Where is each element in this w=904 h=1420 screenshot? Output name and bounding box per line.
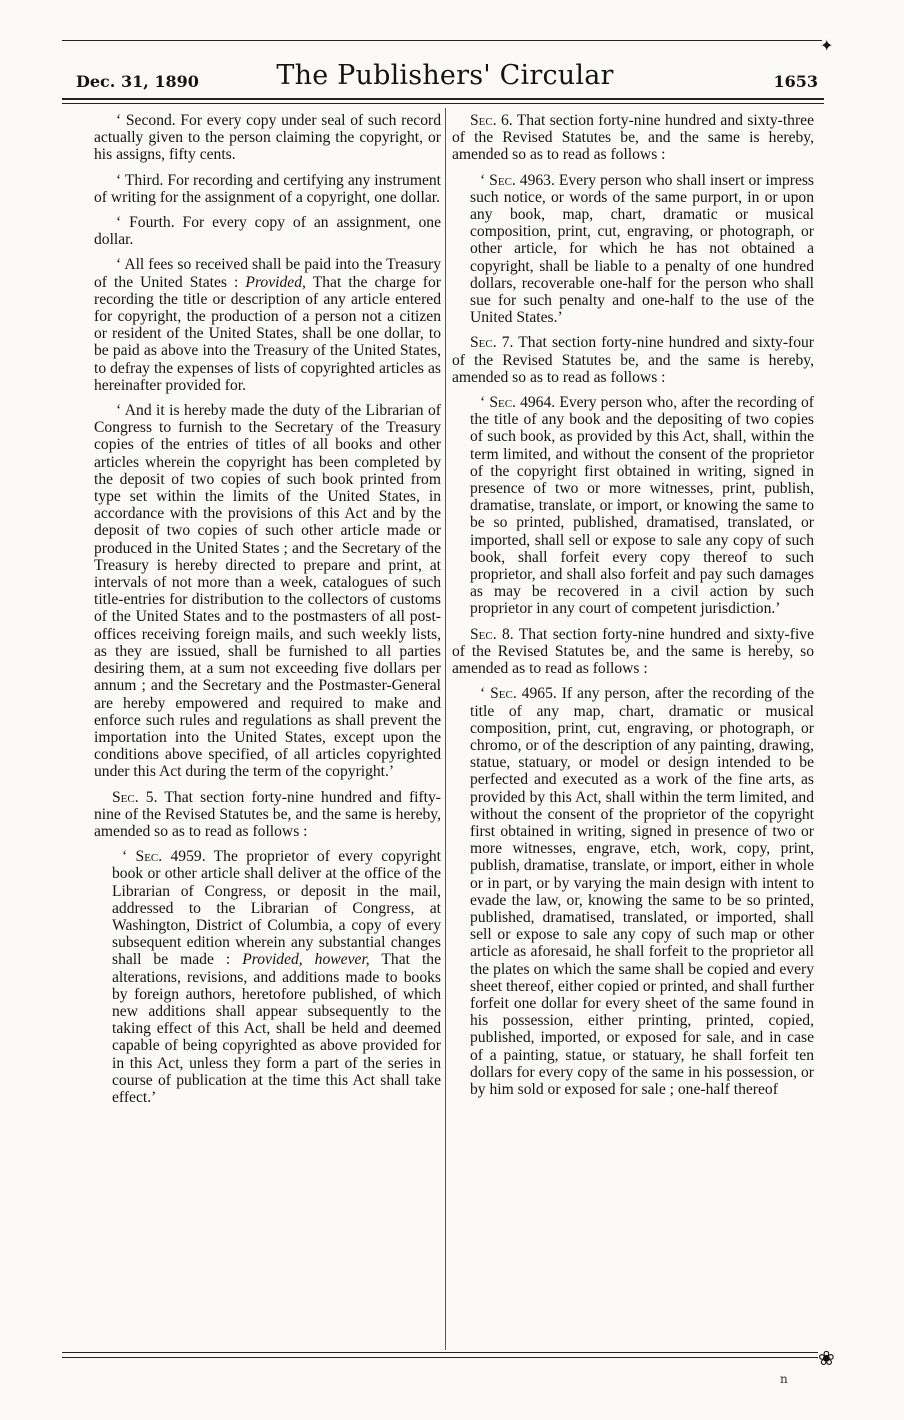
section-4959-text-b: That the alterations, revisions, and additions made to books by foreign authors, heretofore published, of which new additions shall appear subsequently to the taking effect of this Act, shall be held and deemed capable of being copyrighted as above provided for in this Act, unless they form a part of the series in course of publication at the time this Act shall take effect.’ — [112, 951, 442, 1106]
section-4963-label: ‘ Sec. 4963. — [480, 171, 555, 189]
section-4963-text: Every person who shall insert or impress such notice, or words of the same purport, in or upon any book, map, chart, dramatic or musical composition, print, cut, engraving, or photograph, or other article, for which he has not obtained a copyright, shall be liable to a penalty of one hundred dollars, recoverable one-half for the person who shall sue for such penalty and one-half to the use of the United States.’ — [470, 171, 814, 327]
paragraph-fourth: ‘ Fourth. For every copy of an assignment, one dollar. — [94, 214, 441, 249]
right-column — [452, 112, 814, 1106]
footer-mark: n — [780, 1372, 788, 1386]
page-header — [72, 58, 818, 98]
section-6 — [452, 112, 814, 164]
section-4963 — [470, 172, 814, 327]
page-number: 1653 — [773, 72, 818, 91]
top-border-rule — [62, 40, 822, 41]
section-6-text: That section forty-nine hundred and sixty-three of the Revised Statutes be, and the same is hereby, amended so as to read as follows : — [452, 112, 814, 164]
header-date: Dec. 31, 1890 — [76, 72, 199, 91]
section-4959-label: ‘ Sec. 4959. — [122, 848, 206, 866]
footer-rule-top — [62, 1352, 818, 1353]
section-4964 — [470, 394, 814, 618]
corner-ornament-bottom: ❀ — [818, 1346, 835, 1370]
fees-proviso: Provided, — [245, 273, 306, 291]
section-4959-proviso: Provided, however, — [242, 951, 370, 969]
section-8-text: That section forty-nine hundred and sixty-five of the Revised Statutes be, and the same is hereby, so amended as to read as follows : — [452, 625, 814, 678]
header-rule-thick — [62, 98, 824, 100]
section-4959 — [112, 848, 441, 1106]
section-5 — [94, 789, 441, 841]
section-5-text: That section forty-nine hundred and fifty-nine of the Revised Statutes be, and the same is hereby, amended so as to read as follows : — [94, 788, 441, 840]
paragraph-second: ‘ Second. For every copy under seal of such record actually given to the person claiming the copyright, or his assigns, fifty cents. — [94, 112, 441, 164]
paragraph-librarian-duty: ‘ And it is hereby made the duty of the Librarian of Congress to furnish to the Secretary of the Treasury copies of the entries of titles of all books and other articles wherein the copyright has been completed by the deposit of two copies of such book printed from type set within the limits of the United States, in accordance with the provisions of this Act and by the deposit of two copies of such other article made or produced in the United States ; and the Secretary of the Treasury is hereby directed to prepare and print, at intervals of not more than a week, catalogues of such title-entries for distribution to the collectors of customs of the United States and to the postmasters of all post-offices receiving foreign mails, and such weekly lists, as they are issued, shall be furnished to all parties desiring them, at a sum not exceeding five dollars per annum ; and the Secretary and the Postmaster-General are hereby empowered and required to make and enforce such rules and regulations as shall prevent the importation into the United States, except upon the conditions above specified, of all articles copyrighted under this Act during the term of the copyright.’ — [94, 402, 441, 781]
section-4965 — [470, 685, 814, 1098]
section-4964-text: Every person who, after the recording of the title of any book and the depositing of two copies of such book, as provided by this Act, shall, within the term limited, and without the consent of the proprietor of the copyright first obtained in writing, signed in presence of two or more witnesses, print, publish, dramatise, translate, or import, or knowing the same to be so printed, published, dramatised, translated, or imported, shall sell or expose to sale any copy of such book, shall forfeit every copy thereof to such proprietor, and shall also forfeit and pay such damages as may be recovered in a civil action by such proprietor in any court of competent jurisdiction.’ — [470, 394, 814, 618]
section-5-label: Sec. 5. — [112, 788, 158, 806]
section-4964-label: ‘ Sec. 4964. — [480, 394, 556, 412]
footer-rule-bottom — [62, 1357, 818, 1358]
paragraph-fees — [94, 256, 441, 394]
section-7-label: Sec. 7. — [470, 334, 514, 352]
fees-text-a: ‘ All fees so received shall be paid into the Treasury of the United States : — [94, 256, 441, 291]
header-rule-thin — [62, 103, 824, 104]
section-4965-label: ‘ Sec. 4965. — [480, 685, 557, 703]
section-8 — [452, 626, 814, 678]
section-6-label: Sec. 6. — [470, 112, 513, 129]
column-divider — [445, 108, 446, 1350]
section-4965-text: If any person, after the recording of the title of any map, chart, dramatic or musical composition, print, cut, engraving, or photograph, or chromo, or of the description of any painting, drawing, statue, statuary, or model or design intended to be perfected and executed as a work of the fine arts, as provided by this Act, shall within the term limited, and without the consent of the proprietor of the copyright first obtained in writing, signed in presence of two or more witnesses, engrave, etch, work, copy, print, publish, dramatise, translate, or import, either in whole or in part, or by varying the main design with intent to evade the law, or, knowing the same to be so printed, published, dramatised, translated, or imported, shall sell or expose to sale any copy of such map or other article as aforesaid, he shall forfeit to the proprietor all the plates on which the same shall be copied and every sheet thereof, either copied or printed, and shall further forfeit one dollar for every sheet of the same found in his possession, either printing, printed, copied, published, imported, or exposed for sale, and in case of a painting, statue, or statuary, he shall forfeit ten dollars for every copy of the same in his possession, or by him sold or exposed for sale ; one-half thereof — [470, 685, 815, 1098]
left-column — [94, 112, 441, 1114]
paragraph-third: ‘ Third. For recording and certifying any instrument of writing for the assignment of a copyright, one dollar. — [94, 171, 441, 206]
journal-title: The Publishers' Circular — [276, 60, 614, 91]
section-7 — [452, 334, 814, 386]
section-7-text: That section forty-nine hundred and sixty-four of the Revised Statutes be, and the same is hereby, amended so as to read as follows : — [452, 334, 814, 386]
corner-ornament-top: ✦ — [820, 36, 834, 55]
section-4959-text-a: The proprietor of every copyright book or other article shall deliver at the office of the Librarian of Congress, or deposit in the mail, addressed to the Librarian of Congress, at Washington, District of Columbia, a copy of every subsequent edition wherein any substantial changes shall be made : — [112, 848, 441, 969]
section-8-label: Sec. 8. — [470, 625, 514, 643]
fees-text-b: That the charge for recording the title or description of any article entered for copyright, the production of a person not a citizen or resident of the United States, shall be one dollar, to be paid as above into the Treasury of the United States, to defray the expenses of lists of copyrighted articles as hereinafter provided for. — [94, 273, 441, 394]
